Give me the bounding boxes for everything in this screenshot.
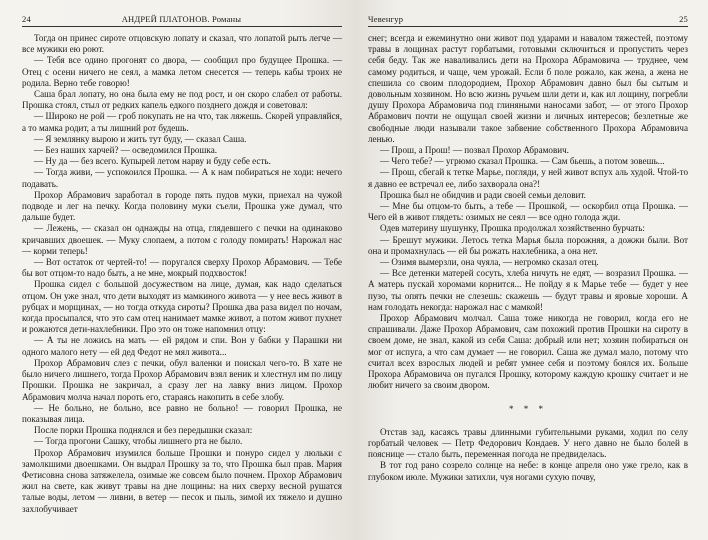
paragraph: Прохор Абрамович заработал в городе пять пудов муки, приехал на чужой подводе и лег на печку. Когда половину муки съели, Прошка уже думал, что дальше будет. (22, 189, 342, 223)
paragraph: — Озимя вымерзли, она чуяла, — негромко сказал отец. (380, 257, 599, 268)
paragraph: — Лежень, — сказал он однажды на отца, глядевшего с печки на одинаково кричавших двоешек. — Муку слопаем, а потом с голоду помирать! Нарожал нас — корми теперь! (22, 223, 342, 256)
paragraph: Одев материну шушунку, Прошка продолжал хозяйственно бурчать: (380, 223, 645, 234)
paragraph: В тот год рано созрело солнце на небе: в конце апреля оно уже грело, как в глубоком июле. Мужики затихли, чуя ногами сухую почву, (368, 460, 688, 482)
running-head-right (368, 14, 688, 27)
paragraph: — Прош, а Прош! — позвал Прохор Абрамович. (380, 145, 569, 156)
paragraph: — Вот остаток от чертей-то! — поругался сверху Прохор Абрамович. — Тебе бы вот отцом-то надо быть, а не мне, мокрый подхвосток! (22, 257, 342, 279)
left-page-text (22, 33, 342, 515)
paragraph: — Тогда прогони Сашку, чтобы лишнего рта не было. (34, 436, 243, 447)
right-page-text (368, 33, 688, 483)
paragraph: Прохор Абрамович молчал. Саша тоже никогда не говорил, когда его не спрашивали. Даже Прохор Абрамович, сам похожий против Прошки на сироту в своем доме, не знал, какой из себя Саша: добрый или нет; хозяин побираться он мог от испуга, а что сам думает — не говорил. Саша же думал мало, потому что считал всех взрослых людей и ребят умнее себя и поэтому боялся их. Больше Прохора Абрамовича он пугался Прошку, которому каждую крошку считает и не любит ничего за своим двором. (368, 313, 688, 391)
paragraph: Саша брал лопату, но она была ему не под рост, и он скоро слабел от работы. Прошка стоял, стыл от редких капель едкого позднего дождя и советовал: (22, 89, 342, 111)
paragraph: Прошка сидел с большой досужеством на лице, думая, как надо сделаться отцом. Он уже знал, что дети выходят из мамкиного живота — у нее весь живот в рубцах и морщинах, — но тогда откуда сироты? Прошка два раза видел по ночам, когда просыпался, что это сам отец нанимает мамке живот, а потом живот пухнет и рожаются дети-нахлебники. Про это он тоже напомнил отцу: (22, 279, 342, 335)
paragraph: — Брешут мужики. Летось тетка Марья была порожняя, а дожжи были. Вот она и промахнулась — ей бы рожать нахлебника, а она нет. (368, 234, 688, 256)
paragraph: — Мне бы отцом-то быть, а тебе — Прошкой, — оскорбил отца Прошка. — Чего ей в живот глядеть: озимых не сеял — все одно голода жди. (368, 201, 688, 223)
paragraph: — Чего тебе? — угрюмо сказал Прошка. — Сам бьешь, а потом зовешь... (380, 156, 665, 167)
paragraph: — Ну да — без всего. Купырей летом нарву и буду себе есть. (34, 156, 271, 167)
running-title-left: АНДРЕЙ ПЛАТОНОВ. Романы (121, 14, 242, 24)
paragraph: — Без наших харчей? — осведомился Прошка. (34, 145, 218, 156)
page-number-right: 25 (679, 14, 688, 24)
paragraph: — Все детенки матерей сосуть, хлеба ничуть не едят, — возразил Прошка. — А матерь пускай хоромами корнится... Не пойду я к Марье тебе — будет у нее пузо, ты опять печки не слезешь: скажешь — будут травы и яровые хороши. А нам голодать некогда: нарожал нас с мамкой! (368, 268, 688, 312)
paragraph: снег; всегда и ежеминутно они живот под ударами и навалом тяжестей, поэтому травы в лощинах растут горбатыми, готовыми сключиться и пропустить через себя беду. Так же наваливались дети на Прохора Абрамовича — труднее, чем самому родиться, и чаще, чем урожай. Если б поле рожало, как жена, а жена не спешила со своим плодородием, Прохор Абрамович давно был бы сытым и довольным хозяином. Но всю жизнь ручьем шли дети и, как ил лощину, погребли душу Прохора Абрамовича под глиняными наносами забот, — от этого Прохор Абрамович почти не ощущал своей жизни и личных интересов; безлетные же свободные люди называли такое забвение собственного Прохора Абрамовича ленью. (368, 33, 688, 144)
paragraph: — Прош, сбегай к тетке Марье, погляди, у ней живот вспух аль худой. Чтой-то я давно ее встречал ее, либо захворала она?! (368, 167, 688, 189)
paragraph: Тогда он принес сироте отцовскую лопату и сказал, что лопатой рыть легче — все мужики ею роют. (22, 33, 342, 55)
paragraph: — Широко не рой — гроб покупать не на что, так ляжешь. Скорей управляйся, а то мамка родит, а ты лишний рот будешь. (22, 111, 342, 133)
paragraph: После порки Прошка поднялся и без передышки сказал: (34, 425, 253, 436)
paragraph: Отстав зад, касаясь травы длинными губительными руками, ходил по селу горбатый человек — Петр Федорович Кондаев. У него давно не было болей в пояснице — стало быть, переменная погода не предвиделась. (368, 426, 688, 460)
paragraph: Прохор Абрамович слез с печки, обул валенки и поискал чего-то. В хате не было ничего лишнего, тогда Прохор Абрамович взял веник и хлестнул им по лицу Прошки. Прошка не закричал, а сразу лег на лавку вниз лицом. Прохор Абрамович молча начал пороть его, стараясь накопить в себе злобу. (22, 357, 342, 402)
paragraph: — Тогда живи, — успокоился Прошка. — А к нам побираться не ходи: нечего подавать. (22, 167, 342, 189)
paragraph: — Я землянку вырою и жить тут буду, — сказал Саша. (34, 133, 247, 144)
running-title-right: Чевенгур (368, 14, 404, 24)
paragraph: — Тебя все одино прогонят со двора, — сообщил про будущее Прошка. — Отец с осени ничего не сеял, а мамка летом снесется — теперь кабы троих не родила. Верно тебе говорю! (22, 55, 342, 88)
paragraph: Прошка был не обидчив и ради своей семьи деловит. (380, 189, 586, 200)
right-page (354, 0, 708, 540)
paragraph: — А ты не ложись на мать — ей рядом и спи. Вон у бабки у Парашки ни одного малого нету — ей дед Федот не мял живота... (22, 335, 342, 357)
paragraph: Прохор Абрамович изумился больше Прошки и понуро сидел у люльки с замолкшими двоешками. Он выдрал Прошку за то, что Прошка был прав. Мария Фетисовна снова затяжелела, озимые же совсем было почнем. Прохор Абрамович жил на свете, как живут травы на дне лощины: на них сверху весной рушатся талые воды, летом — ливни, в ветер — песок и пыль, зимой их тяжело и душно захлобучивает (22, 447, 342, 514)
page-number-left: 24 (22, 14, 31, 24)
running-head-left (22, 14, 342, 27)
paragraph: — Не больно, не больно, все равно не больно! — говорил Прошка, не показывая лица. (22, 402, 342, 424)
section-separator: * * * (509, 403, 547, 414)
